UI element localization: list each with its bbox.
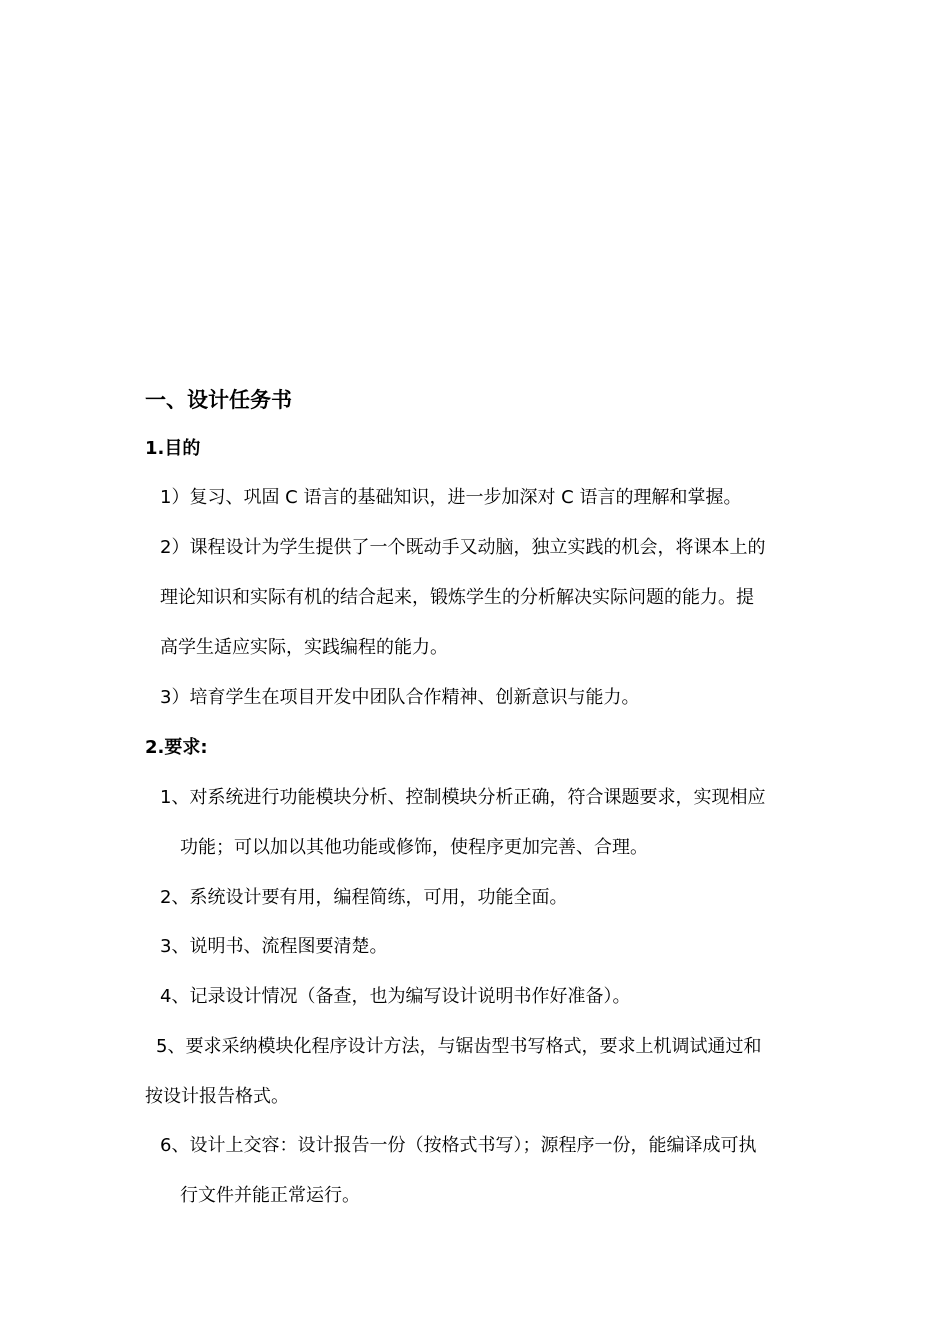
purpose-item-3: 3）培育学生在项目开发中团队合作精神、创新意识与能力。 bbox=[160, 687, 640, 708]
section-title: 一、设计任务书 bbox=[145, 388, 292, 412]
purpose-heading: 1.目的 bbox=[145, 438, 201, 459]
requirement-item-1-line-1: 1、对系统进行功能模块分析、控制模块分析正确，符合课题要求，实现相应 bbox=[160, 787, 766, 808]
requirement-item-2: 2、系统设计要有用，编程简练，可用，功能全面。 bbox=[160, 887, 568, 908]
requirement-item-6-line-2: 行文件并能正常运行。 bbox=[180, 1185, 360, 1206]
requirement-item-6-line-1: 6、设计上交容：设计报告一份（按格式书写）；源程序一份，能编译成可执 bbox=[160, 1135, 757, 1156]
requirement-item-5-line-1: 5、要求采纳模块化程序设计方法，与锯齿型书写格式，要求上机调试通过和 bbox=[156, 1036, 762, 1057]
purpose-item-2-line-2: 理论知识和实际有机的结合起来，锻炼学生的分析解决实际问题的能力。提 bbox=[160, 587, 754, 608]
purpose-item-1: 1）复习、巩固 C 语言的基础知识，进一步加深对 C 语言的理解和掌握。 bbox=[160, 487, 742, 508]
requirement-item-4: 4、记录设计情况（备查，也为编写设计说明书作好准备）。 bbox=[160, 986, 631, 1007]
requirement-item-1-line-2: 功能；可以加以其他功能或修饰，使程序更加完善、合理。 bbox=[180, 837, 648, 858]
requirement-item-5-line-2: 按设计报告格式。 bbox=[145, 1086, 289, 1107]
purpose-item-2-line-1: 2）课程设计为学生提供了一个既动手又动脑，独立实践的机会，将课本上的 bbox=[160, 537, 766, 558]
purpose-item-2-line-3: 高学生适应实际，实践编程的能力。 bbox=[160, 637, 448, 658]
requirement-item-3: 3、说明书、流程图要清楚。 bbox=[160, 936, 388, 957]
requirements-heading: 2.要求: bbox=[145, 737, 208, 758]
